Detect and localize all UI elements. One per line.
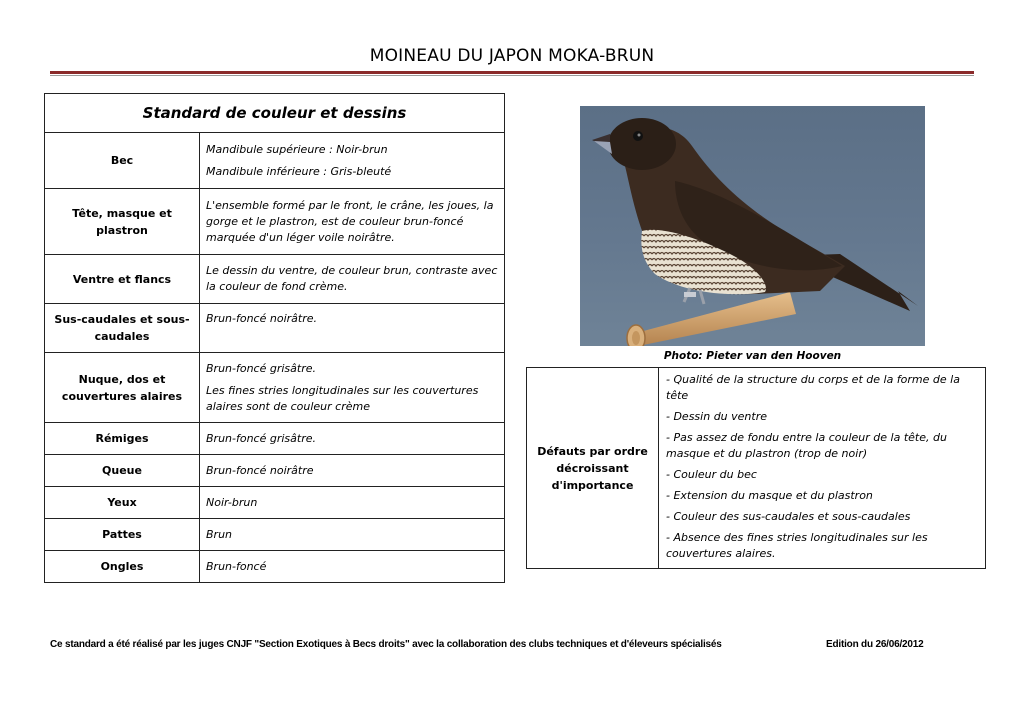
- row-value-line: Mandibule supérieure : Noir-brun: [206, 142, 388, 156]
- page-title: MOINEAU DU JAPON MOKA-BRUN: [369, 46, 655, 66]
- table-row: [45, 353, 505, 423]
- table-row: [45, 255, 505, 304]
- row-value-yeux: [200, 487, 505, 519]
- list-item: - Dessin du ventre: [666, 410, 767, 423]
- row-value-line: Mandibule inférieure : Gris-bleuté: [206, 164, 392, 178]
- list-item: - Couleur des sus-caudales et sous-caudales: [666, 510, 911, 523]
- row-value-line: Brun-foncé grisâtre.: [206, 361, 316, 375]
- row-label-yeux: Yeux: [45, 487, 200, 519]
- row-label-ongles: Ongles: [45, 551, 200, 583]
- row-label-nuque: Nuque, dos et couvertures alaires: [45, 353, 200, 423]
- footer-edition: Edition du 26/06/2012: [826, 639, 924, 650]
- bird-illustration: [580, 106, 925, 346]
- list-item: - Pas assez de fondu entre la couleur de la tête, du masque et du plastron (trop de noir): [666, 431, 947, 460]
- list-item: - Extension du masque et du plastron: [666, 489, 873, 502]
- row-label-remiges: Rémiges: [45, 423, 200, 455]
- row-label-bec: Bec: [45, 133, 200, 189]
- footer-note: Ce standard a été réalisé par les juges CNJF "Section Exotiques à Becs droits" avec la collaboration des clubs techniques et d'éleveurs spécialisés: [50, 639, 722, 650]
- list-item: - Absence des fines stries longitudinales sur les couvertures alaires.: [666, 531, 928, 560]
- table-row: [45, 304, 505, 353]
- row-label-pattes: Pattes: [45, 519, 200, 551]
- row-value-line: Le dessin du ventre, de couleur brun, contraste avec la couleur de fond crème.: [206, 264, 498, 293]
- defects-list: [659, 368, 986, 569]
- title-underline: [50, 71, 974, 74]
- row-value-line: Brun-foncé: [206, 559, 267, 573]
- photo-credit: Photo: Pieter van den Hooven: [663, 350, 842, 362]
- row-label-ventre: Ventre et flancs: [45, 255, 200, 304]
- row-value-line: Noir-brun: [206, 495, 258, 509]
- row-value-line: Brun-foncé grisâtre.: [206, 431, 316, 445]
- standard-table: [44, 93, 505, 583]
- row-label-queue: Queue: [45, 455, 200, 487]
- row-value-line: Brun: [206, 527, 233, 541]
- title-underline-thin: [50, 75, 974, 76]
- perch: [627, 292, 796, 346]
- row-value-line: L'ensemble formé par le front, le crâne, les joues, la gorge et le plastron, est de couleur brun-foncé marquée d'un léger voile noirâtre.: [206, 198, 494, 244]
- row-value-line: Brun-foncé noirâtre.: [206, 312, 317, 325]
- row-value-tete: [200, 189, 505, 255]
- row-value-caudales: [200, 304, 505, 353]
- defects-label: Défauts par ordre décroissant d'importance: [527, 368, 659, 569]
- list-item: - Couleur du bec: [666, 468, 757, 481]
- defects-table: [526, 367, 986, 569]
- table-row: [45, 551, 505, 583]
- row-value-bec: [200, 133, 505, 189]
- row-value-line: Les fines stries longitudinales sur les couvertures alaires sont de couleur crème: [206, 383, 479, 413]
- table-row: [45, 189, 505, 255]
- row-value-line: Brun-foncé noirâtre: [206, 463, 314, 477]
- row-label-tete: Tête, masque et plastron: [45, 189, 200, 255]
- row-value-nuque: [200, 353, 505, 423]
- row-label-caudales: Sus-caudales et sous-caudales: [45, 304, 200, 353]
- table-row: [45, 423, 505, 455]
- table-row: [45, 133, 505, 189]
- row-value-remiges: [200, 423, 505, 455]
- list-item: - Qualité de la structure du corps et de la forme de la tête: [666, 373, 960, 402]
- row-value-queue: [200, 455, 505, 487]
- table-row: [45, 487, 505, 519]
- table-row: [45, 519, 505, 551]
- table-row: [45, 455, 505, 487]
- row-value-ventre: [200, 255, 505, 304]
- bird-photo: [580, 106, 925, 346]
- row-value-ongles: [200, 551, 505, 583]
- standard-table-heading: Standard de couleur et dessins: [45, 94, 505, 133]
- row-value-pattes: [200, 519, 505, 551]
